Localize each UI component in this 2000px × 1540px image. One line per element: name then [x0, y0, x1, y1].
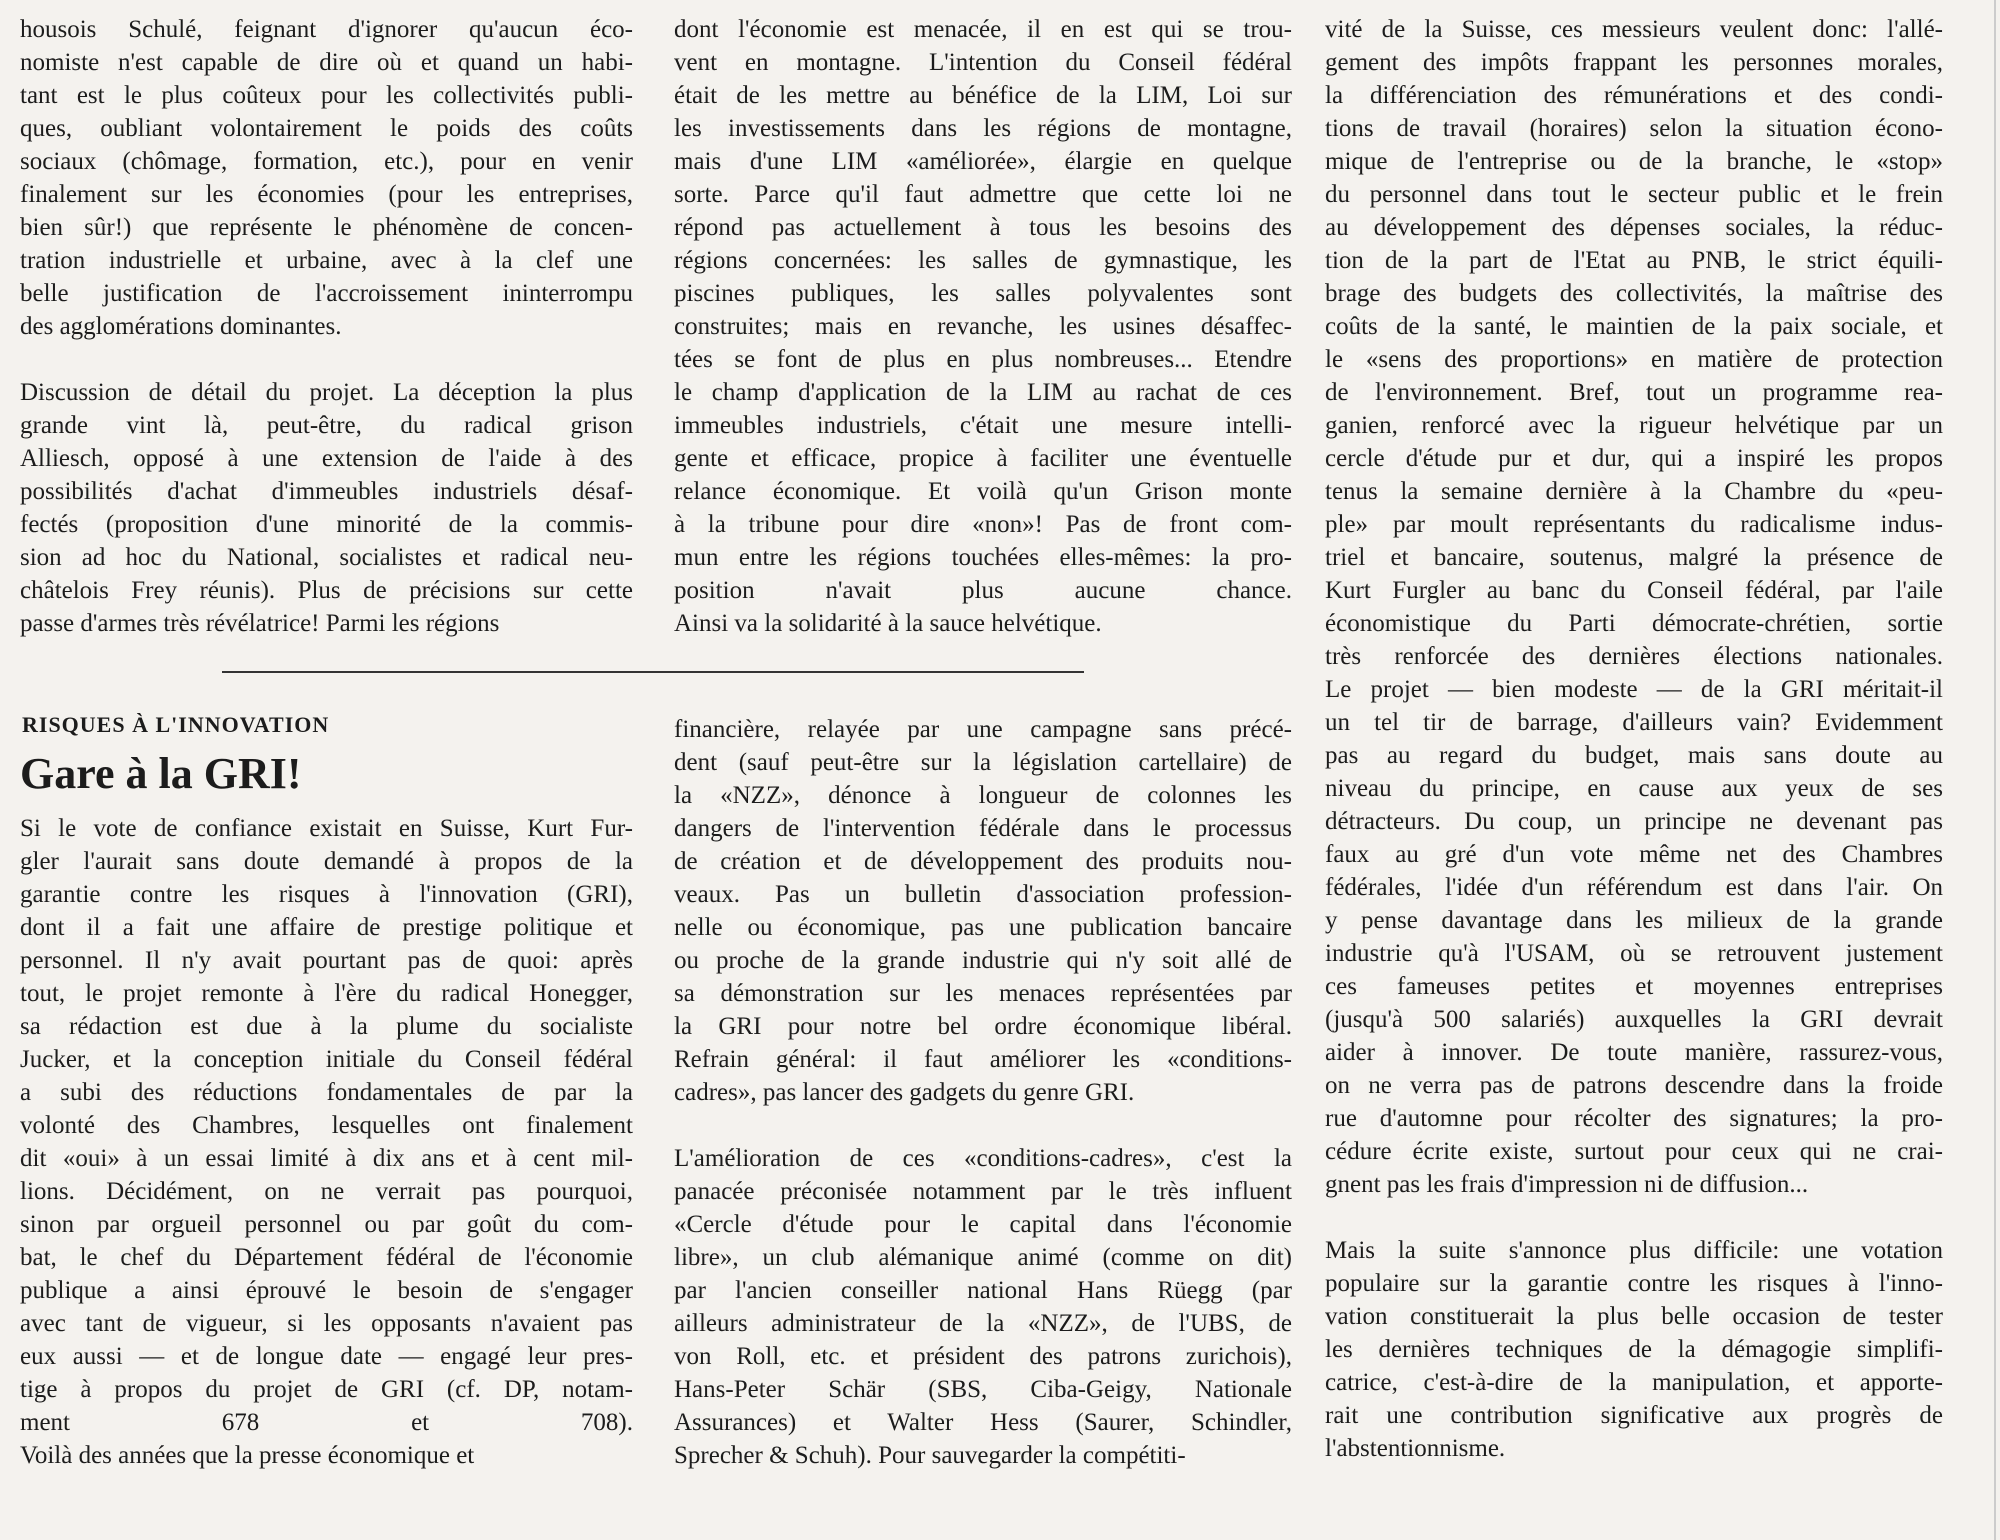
- text-line: grande vint là, peut-être, du radical grison: [20, 412, 633, 439]
- text-line: vité de la Suisse, ces messieurs veulent donc: l'allé-: [1325, 16, 1943, 43]
- text-line: finalement sur les économies (pour les entreprises,: [20, 181, 633, 208]
- text-line: lions. Décidément, on ne verrait pas pourquoi,: [20, 1178, 633, 1205]
- text-line: Kurt Furgler au banc du Conseil fédéral, par l'aile: [1325, 577, 1943, 604]
- text-line: a subi des réductions fondamentales de par la: [20, 1079, 633, 1106]
- text-line: publique a ainsi éprouvé le besoin de s'engager: [20, 1277, 633, 1304]
- text-line: Mais la suite s'annonce plus difficile: une votation: [1325, 1237, 1943, 1264]
- text-line: des agglomérations dominantes.: [20, 313, 342, 340]
- text-line: sinon par orgueil personnel ou par goût du com-: [20, 1211, 633, 1238]
- text-line: financière, relayée par une campagne sans précé-: [674, 716, 1292, 743]
- text-line: tenus la semaine dernière à la Chambre du «peu-: [1325, 478, 1943, 505]
- text-line: Le projet — bien modeste — de la GRI méritait-il: [1325, 676, 1943, 703]
- text-line: position n'avait plus aucune chance.: [674, 577, 1292, 604]
- text-line: répond pas actuellement à tous les besoins des: [674, 214, 1292, 241]
- text-line: piscines publiques, les salles polyvalentes sont: [674, 280, 1292, 307]
- article-kicker: RISQUES À L'INNOVATION: [22, 712, 330, 737]
- text-line: mais d'une LIM «améliorée», élargie en quelque: [674, 148, 1292, 175]
- text-line: libre», un club alémanique animé (comme on dit): [674, 1244, 1292, 1271]
- text-line: économistique du Parti démocrate-chrétien, sortie: [1325, 610, 1943, 637]
- text-line: tions de travail (horaires) selon la situation écono-: [1325, 115, 1943, 142]
- text-line: ques, oubliant volontairement le poids des coûts: [20, 115, 633, 142]
- text-line: faux au gré d'un vote même net des Chambres: [1325, 841, 1943, 868]
- text-line: Ainsi va la solidarité à la sauce helvétique.: [674, 610, 1102, 637]
- text-line: Voilà des années que la presse économique et: [20, 1442, 475, 1469]
- article-column-top-left: [20, 13, 633, 640]
- text-line: ganien, renforcé avec la rigueur helvétique par un: [1325, 412, 1943, 439]
- text-line: brage des budgets des collectivités, la maîtrise des: [1325, 280, 1943, 307]
- text-line: ment 678 et 708).: [20, 1409, 633, 1436]
- text-line: de l'environnement. Bref, tout un programme rea-: [1325, 379, 1943, 406]
- article-column-bottom-middle: [674, 713, 1292, 1472]
- text-line: von Roll, etc. et président des patrons zurichois),: [674, 1343, 1292, 1370]
- text-line: l'abstentionnisme.: [1325, 1435, 1506, 1462]
- text-line: le champ d'application de la LIM au rachat de ces: [674, 379, 1292, 406]
- text-line: gler l'aurait sans doute demandé à propos de la: [20, 848, 633, 875]
- paragraph-gap: [674, 1109, 1292, 1142]
- text-line: tion de la part de l'Etat au PNB, le strict équili-: [1325, 247, 1943, 274]
- text-line: du personnel dans tout le secteur public et le frein: [1325, 181, 1943, 208]
- text-line: bat, le chef du Département fédéral de l'économie: [20, 1244, 633, 1271]
- text-line: la GRI pour notre bel ordre économique libéral.: [674, 1013, 1292, 1040]
- text-line: gement des impôts frappant les personnes morales,: [1325, 49, 1943, 76]
- text-line: immeubles industriels, c'était une mesure intelli-: [674, 412, 1292, 439]
- text-line: ou proche de la grande industrie qui n'y soit allé de: [674, 947, 1292, 974]
- text-line: bien sûr!) que représente le phénomène de concen-: [20, 214, 633, 241]
- text-line: tout, le projet remonte à l'ère du radical Honegger,: [20, 980, 633, 1007]
- text-line: gnent pas les frais d'impression ni de diffusion...: [1325, 1171, 1809, 1198]
- text-line: personnel. Il n'y avait pourtant pas de quoi: après: [20, 947, 633, 974]
- text-line: dent (sauf peut-être sur la législation cartellaire) de: [674, 749, 1292, 776]
- text-line: rue d'automne pour récolter des signatures; la pro-: [1325, 1105, 1943, 1132]
- text-line: tées se font de plus en plus nombreuses... Etendre: [674, 346, 1292, 373]
- text-line: Sprecher & Schuh). Pour sauvegarder la compétiti-: [674, 1442, 1186, 1469]
- text-line: détracteurs. Du coup, un principe ne devenant pas: [1325, 808, 1943, 835]
- text-line: Alliesch, opposé à une extension de l'aide à des: [20, 445, 633, 472]
- text-line: vation constituerait la plus belle occasion de tester: [1325, 1303, 1943, 1330]
- text-line: cadres», pas lancer des gadgets du genre GRI.: [674, 1079, 1135, 1106]
- text-line: «Cercle d'étude pour le capital dans l'économie: [674, 1211, 1292, 1238]
- text-line: la différenciation des rémunérations et des condi-: [1325, 82, 1943, 109]
- text-line: cédure écrite existe, surtout pour ceux qui ne crai-: [1325, 1138, 1943, 1165]
- section-divider: [222, 671, 1084, 673]
- page-edge: [1994, 0, 1996, 1540]
- text-line: gente et efficace, propice à faciliter une éventuelle: [674, 445, 1292, 472]
- text-line: ailleurs administrateur de la «NZZ», de l'UBS, de: [674, 1310, 1292, 1337]
- text-line: châtelois Frey réunis). Plus de précisions sur cette: [20, 577, 633, 604]
- text-line: volonté des Chambres, lesquelles ont finalement: [20, 1112, 633, 1139]
- text-line: panacée préconisée notamment par le très influent: [674, 1178, 1292, 1205]
- text-line: L'amélioration de ces «conditions-cadres», c'est la: [674, 1145, 1292, 1172]
- text-line: vent en montagne. L'intention du Conseil fédéral: [674, 49, 1292, 76]
- text-line: triel et bancaire, soutenus, malgré la présence de: [1325, 544, 1943, 571]
- text-line: sociaux (chômage, formation, etc.), pour en venir: [20, 148, 633, 175]
- text-line: construites; mais en revanche, les usines désaffec-: [674, 313, 1292, 340]
- text-line: par l'ancien conseiller national Hans Rüegg (par: [674, 1277, 1292, 1304]
- text-line: nomiste n'est capable de dire où et quand un habi-: [20, 49, 633, 76]
- text-line: garantie contre les risques à l'innovation (GRI),: [20, 881, 633, 908]
- text-line: y pense davantage dans les milieux de la grande: [1325, 907, 1943, 934]
- text-line: régions concernées: les salles de gymnastique, les: [674, 247, 1292, 274]
- text-line: pas au regard du budget, mais sans doute au: [1325, 742, 1943, 769]
- text-line: industrie qu'à l'USAM, où se retrouvent justement: [1325, 940, 1943, 967]
- text-line: dit «oui» à un essai limité à dix ans et à cent mil-: [20, 1145, 633, 1172]
- paragraph-gap: [20, 343, 633, 376]
- text-line: cercle d'étude pur et dur, qui a inspiré les propos: [1325, 445, 1943, 472]
- text-line: mique de l'entreprise ou de la branche, le «stop»: [1325, 148, 1943, 175]
- text-line: de création et de développement des produits nou-: [674, 848, 1292, 875]
- text-line: possibilités d'achat d'immeubles industriels désaf-: [20, 478, 633, 505]
- text-line: le «sens des proportions» en matière de protection: [1325, 346, 1943, 373]
- text-line: populaire sur la garantie contre les risques à l'inno-: [1325, 1270, 1943, 1297]
- text-line: avec tant de vigueur, si les opposants n'avaient pas: [20, 1310, 633, 1337]
- text-line: Refrain général: il faut améliorer les «conditions-: [674, 1046, 1292, 1073]
- article-column-right: [1325, 13, 1943, 1465]
- text-line: tration industrielle et urbaine, avec à la clef une: [20, 247, 633, 274]
- article-title: Gare à la GRI!: [20, 749, 302, 798]
- text-line: la «NZZ», dénonce à longueur de colonnes les: [674, 782, 1292, 809]
- text-line: tant est le plus coûteux pour les collectivités publi-: [20, 82, 633, 109]
- text-line: niveau du principe, en cause aux yeux de ses: [1325, 775, 1943, 802]
- article-column-top-middle: [674, 13, 1292, 640]
- article-column-bottom-left: [20, 812, 633, 1472]
- text-line: on ne verra pas de patrons descendre dans la froide: [1325, 1072, 1943, 1099]
- text-line: était de les mettre au bénéfice de la LIM, Loi sur: [674, 82, 1292, 109]
- text-line: catrice, c'est-à-dire de la manipulation, et apporte-: [1325, 1369, 1943, 1396]
- text-line: dangers de l'intervention fédérale dans le processus: [674, 815, 1292, 842]
- text-line: belle justification de l'accroissement ininterrompu: [20, 280, 633, 307]
- text-line: à la tribune pour dire «non»! Pas de front com-: [674, 511, 1292, 538]
- text-line: (jusqu'à 500 salariés) auxquelles la GRI devrait: [1325, 1006, 1943, 1033]
- text-line: aider à innover. De toute manière, rassurez-vous,: [1325, 1039, 1943, 1066]
- text-line: Si le vote de confiance existait en Suisse, Kurt Fur-: [20, 815, 633, 842]
- text-line: rait une contribution significative aux progrès de: [1325, 1402, 1943, 1429]
- text-line: Jucker, et la conception initiale du Conseil fédéral: [20, 1046, 633, 1073]
- text-line: dont il a fait une affaire de prestige politique et: [20, 914, 633, 941]
- text-line: fédérales, l'idée d'un référendum est dans l'air. On: [1325, 874, 1943, 901]
- text-line: passe d'armes très révélatrice! Parmi les régions: [20, 610, 500, 637]
- text-line: les dernières techniques de la démagogie simplifi-: [1325, 1336, 1943, 1363]
- text-line: relance économique. Et voilà qu'un Grison monte: [674, 478, 1292, 505]
- text-line: un tel tir de barrage, d'ailleurs vain? Evidemment: [1325, 709, 1943, 736]
- text-line: sa démonstration sur les menaces représentées par: [674, 980, 1292, 1007]
- text-line: les investissements dans les régions de montagne,: [674, 115, 1292, 142]
- text-line: au développement des dépenses sociales, la réduc-: [1325, 214, 1943, 241]
- text-line: housois Schulé, feignant d'ignorer qu'aucun éco-: [20, 16, 633, 43]
- text-line: fectés (proposition d'une minorité de la commis-: [20, 511, 633, 538]
- text-line: sion ad hoc du National, socialistes et radical neu-: [20, 544, 633, 571]
- text-line: ces fameuses petites et moyennes entreprises: [1325, 973, 1943, 1000]
- text-line: tige à propos du projet de GRI (cf. DP, notam-: [20, 1376, 633, 1403]
- text-line: dont l'économie est menacée, il en est qui se trou-: [674, 16, 1292, 43]
- text-line: Hans-Peter Schär (SBS, Ciba-Geigy, Nationale: [674, 1376, 1292, 1403]
- text-line: nelle ou économique, pas une publication bancaire: [674, 914, 1292, 941]
- text-line: coûts de la santé, le maintien de la paix sociale, et: [1325, 313, 1943, 340]
- text-line: eux aussi — et de longue date — engagé leur pres-: [20, 1343, 633, 1370]
- text-line: sa rédaction est due à la plume du socialiste: [20, 1013, 633, 1040]
- text-line: très renforcée des dernières élections nationales.: [1325, 643, 1943, 670]
- text-line: Discussion de détail du projet. La déception la plus: [20, 379, 633, 406]
- text-line: mun entre les régions touchées elles-mêmes: la pro-: [674, 544, 1292, 571]
- paragraph-gap: [1325, 1201, 1943, 1234]
- text-line: sorte. Parce qu'il faut admettre que cette loi ne: [674, 181, 1292, 208]
- text-line: ple» par moult représentants du radicalisme indus-: [1325, 511, 1943, 538]
- text-line: Assurances) et Walter Hess (Saurer, Schindler,: [674, 1409, 1292, 1436]
- text-line: veaux. Pas un bulletin d'association profession-: [674, 881, 1292, 908]
